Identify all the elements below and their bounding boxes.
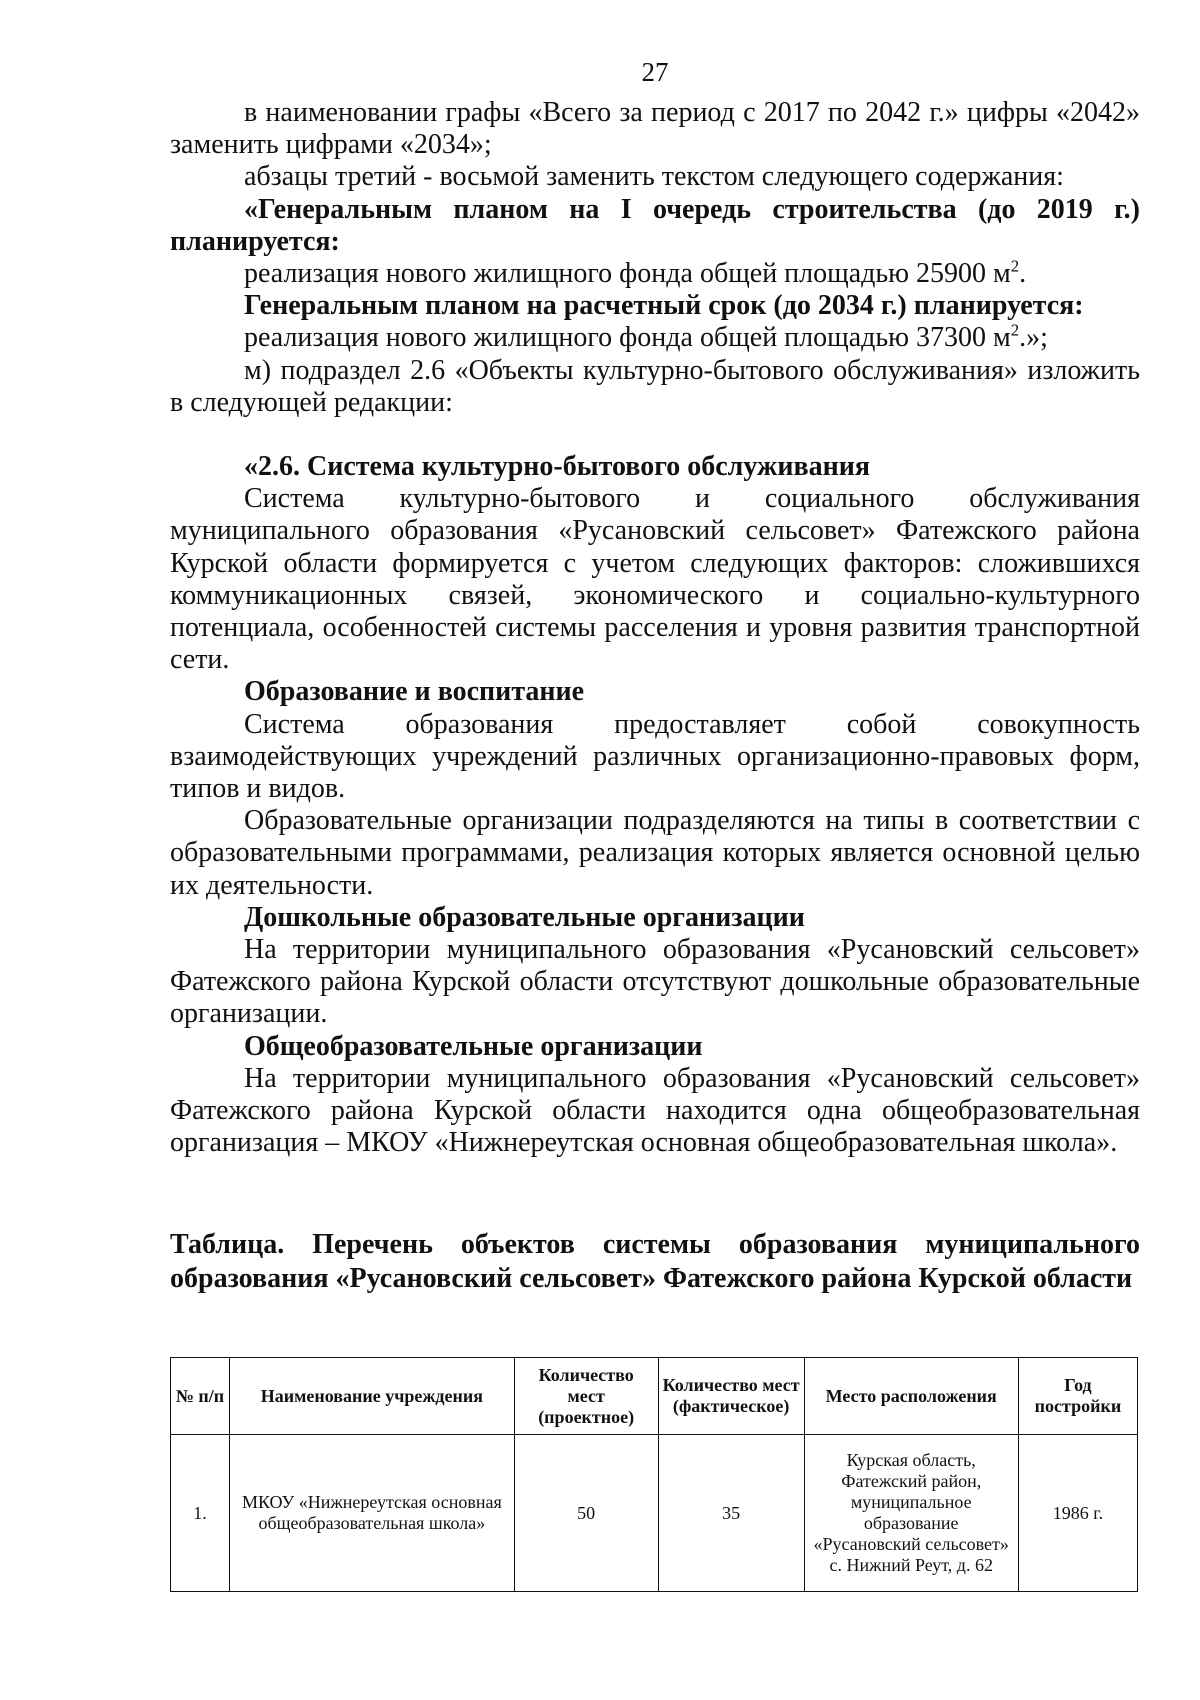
paragraph-estimated-term-heading: Генеральным планом на расчетный срок (до 2034 г.) планируется: bbox=[244, 290, 1084, 322]
cell-capacity-project: 50 bbox=[514, 1435, 658, 1592]
paragraph-replace-intro: абзацы третий - восьмой заменить текстом следующего содержания: bbox=[244, 161, 1064, 193]
table-caption: Таблица. Перечень объектов системы образования муниципального образования «Русановский сельсовет» Фатежского района Курской области bbox=[170, 1229, 1140, 1294]
paragraph-estimated-term-housing bbox=[170, 322, 1140, 354]
heading-preschool: Дошкольные образовательные организации bbox=[244, 901, 805, 933]
paragraph-subsection-change: м) подраздел 2.6 «Объекты культурно-бытового обслуживания» изложить в следующей редакции: bbox=[170, 354, 1140, 418]
cell-location: Курская область, Фатежский район, муниципальное образование «Русановский сельсовет» с. Нижний Реут, д. 62 bbox=[804, 1435, 1018, 1592]
cell-name: МКОУ «Нижнереутская основная общеобразовательная школа» bbox=[230, 1435, 515, 1592]
first-stage-housing-sup: 2 bbox=[1010, 256, 1020, 276]
paragraph-general-education: На территории муниципального образования «Русановский сельсовет» Фатежского района Курской области находится одна общеобразовательная организация – МКОУ «Нижнереутская основная общеобразовательная школа». bbox=[170, 1062, 1140, 1159]
header-capacity-project: Количество мест (проектное) bbox=[514, 1358, 658, 1435]
paragraph-education-system: Система образования предоставляет собой совокупность взаимодействующих учреждений различных организационно-правовых форм, типов и видов. bbox=[170, 708, 1140, 805]
paragraph-system-description: Система культурно-бытового и социального обслуживания муниципального образования «Русановский сельсовет» Фатежского района Курской области формируется с учетом следующих факторов: сложившихся коммуникационных связей, экономического и социально-культурного потенциала, особенностей системы расселения и уровня развития транспортной сети. bbox=[170, 483, 1140, 676]
header-capacity-fact: Количество мест (фактическое) bbox=[658, 1358, 804, 1435]
paragraph-column-rename: в наименовании графы «Всего за период с 2017 по 2042 г.» цифры «2042» заменить цифрами «2034»; bbox=[170, 97, 1140, 161]
paragraph-education-types: Образовательные организации подразделяются на типы в соответствии с образовательными программами, реализация которых является основной целью их деятельности. bbox=[170, 805, 1140, 901]
heading-general-education: Общеобразовательные организации bbox=[244, 1030, 703, 1062]
estimated-term-housing-sup: 2 bbox=[1010, 321, 1020, 341]
cell-capacity-fact: 35 bbox=[658, 1435, 804, 1592]
heading-education: Образование и воспитание bbox=[244, 676, 585, 708]
body-text bbox=[170, 97, 1140, 1160]
estimated-term-housing-text: реализация нового жилищного фонда общей площадью 37300 м bbox=[244, 322, 1011, 354]
header-year: Год постройки bbox=[1018, 1358, 1137, 1435]
table-header-row bbox=[171, 1358, 1138, 1435]
table-row bbox=[171, 1435, 1138, 1592]
header-location: Место расположения bbox=[804, 1358, 1018, 1435]
education-objects-table bbox=[170, 1357, 1138, 1592]
section-heading-2-6: «2.6. Система культурно-бытового обслуживания bbox=[244, 451, 870, 483]
first-stage-housing-end: . bbox=[1019, 258, 1027, 290]
header-num: № п/п bbox=[171, 1358, 230, 1435]
header-name: Наименование учреждения bbox=[230, 1358, 515, 1435]
paragraph-preschool: На территории муниципального образования «Русановский сельсовет» Фатежского района Курской области отсутствуют дошкольные образовательные организации. bbox=[170, 934, 1140, 1030]
paragraph-first-stage-housing bbox=[170, 258, 1140, 290]
cell-num: 1. bbox=[171, 1435, 230, 1592]
estimated-term-housing-end: .»; bbox=[1019, 322, 1048, 354]
first-stage-housing-text: реализация нового жилищного фонда общей площадью 25900 м bbox=[244, 258, 1011, 290]
paragraph-first-stage-heading: «Генеральным планом на I очередь строительства (до 2019 г.) планируется: bbox=[170, 193, 1140, 257]
cell-year: 1986 г. bbox=[1018, 1435, 1137, 1592]
page-number: 27 bbox=[641, 57, 669, 87]
